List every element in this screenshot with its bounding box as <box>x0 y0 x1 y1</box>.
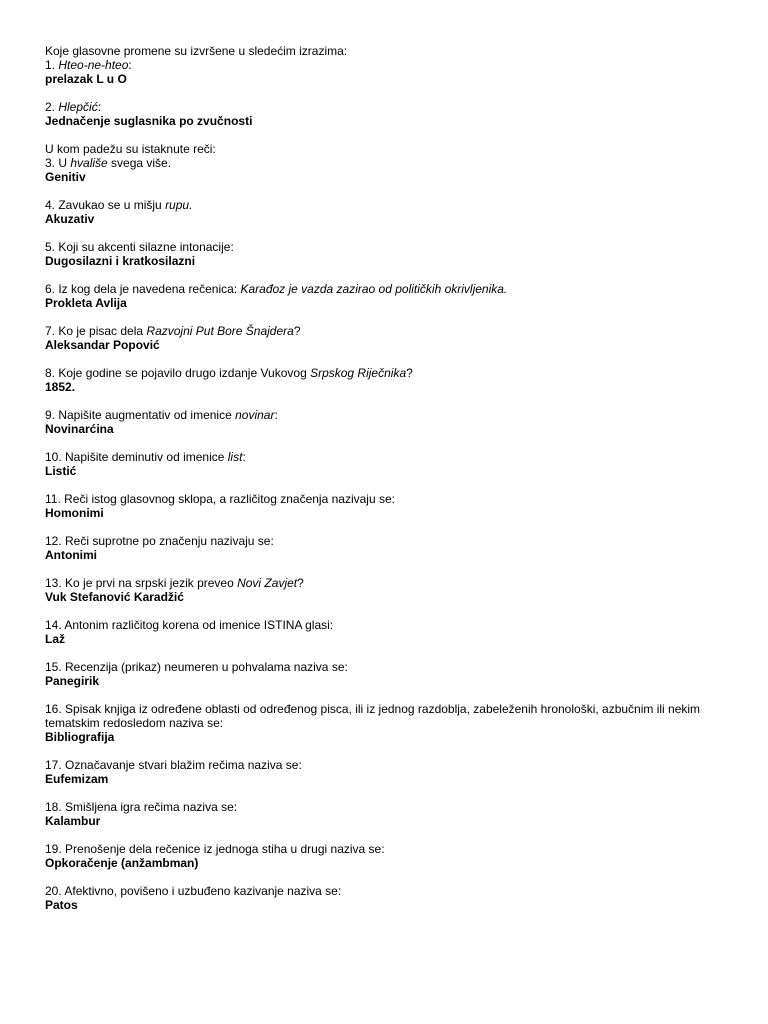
question-10: 10. Napišite deminutiv od imenice list: <box>45 450 246 464</box>
answer-12: Antonimi <box>45 548 97 562</box>
answer-19: Opkoračenje (anžambman) <box>45 856 199 870</box>
answer-6: Prokleta Avlija <box>45 296 127 310</box>
answer-14: Laž <box>45 632 66 646</box>
question-8: 8. Koje godine se pojavilo drugo izdanje Vukovog Srpskog Riječnika? <box>45 366 413 380</box>
quiz-content <box>45 44 750 912</box>
answer-11: Homonimi <box>45 506 104 520</box>
answer-15: Panegirik <box>45 674 100 688</box>
question-3: 3. U hvališe svega više. <box>45 156 172 170</box>
answer-8: 1852. <box>45 380 76 394</box>
question-12: 12. Reči suprotne po značenju nazivaju se: <box>45 534 274 548</box>
intro-text: Koje glasovne promene su izvršene u sledećim izrazima: <box>45 44 348 58</box>
question-18: 18. Smišljena igra rečima naziva se: <box>45 800 238 814</box>
question-1: 1. Hteo-ne-hteo: <box>45 58 132 72</box>
answer-20: Patos <box>45 898 78 912</box>
question-9: 9. Napišite augmentativ od imenice novinar: <box>45 408 278 422</box>
question-4: 4. Zavukao se u mišju rupu. <box>45 198 193 212</box>
answer-9: Novinarćina <box>45 422 114 436</box>
answer-4: Akuzativ <box>45 212 95 226</box>
answer-5: Dugosilazni i kratkosilazni <box>45 254 196 268</box>
question-5: 5. Koji su akcenti silazne intonacije: <box>45 240 234 254</box>
section-heading: U kom padežu su istaknute reči: <box>45 142 216 156</box>
question-19: 19. Prenošenje dela rečenice iz jednoga stiha u drugi naziva se: <box>45 842 385 856</box>
question-17: 17. Označavanje stvari blažim rečima naziva se: <box>45 758 302 772</box>
answer-16: Bibliografija <box>45 730 115 744</box>
question-2: 2. Hlepčić: <box>45 100 102 114</box>
answer-17: Eufemizam <box>45 772 109 786</box>
answer-10: Listić <box>45 464 77 478</box>
answer-7: Aleksandar Popović <box>45 338 160 352</box>
question-14: 14. Antonim različitog korena od imenice ISTINA glasi: <box>45 618 334 632</box>
question-7: 7. Ko je pisac dela Razvojni Put Bore Šnajdera? <box>45 324 301 338</box>
answer-18: Kalambur <box>45 814 101 828</box>
answer-3: Genitiv <box>45 170 86 184</box>
question-13: 13. Ko je prvi na srpski jezik preveo Novi Zavjet? <box>45 576 304 590</box>
answer-1: prelazak L u O <box>45 72 127 86</box>
question-11: 11. Reči istog glasovnog sklopa, a različitog značenja nazivaju se: <box>45 492 395 506</box>
question-20: 20. Afektivno, povišeno i uzbuđeno kazivanje naziva se: <box>45 884 342 898</box>
question-6: 6. Iz kog dela je navedena rečenica: Karađoz je vazda zazirao od političkih okrivljenika. <box>45 282 508 296</box>
question-16: 16. Spisak knjiga iz određene oblasti od određenog pisca, ili iz jednog razdoblja, zabeleženih hronološki, azbučnim ili nekim tematskim redosledom naziva se: <box>45 702 701 730</box>
answer-2: Jednačenje suglasnika po zvučnosti <box>45 114 253 128</box>
answer-13: Vuk Stefanović Karadžić <box>45 590 184 604</box>
question-15: 15. Recenzija (prikaz) neumeren u pohvalama naziva se: <box>45 660 348 674</box>
